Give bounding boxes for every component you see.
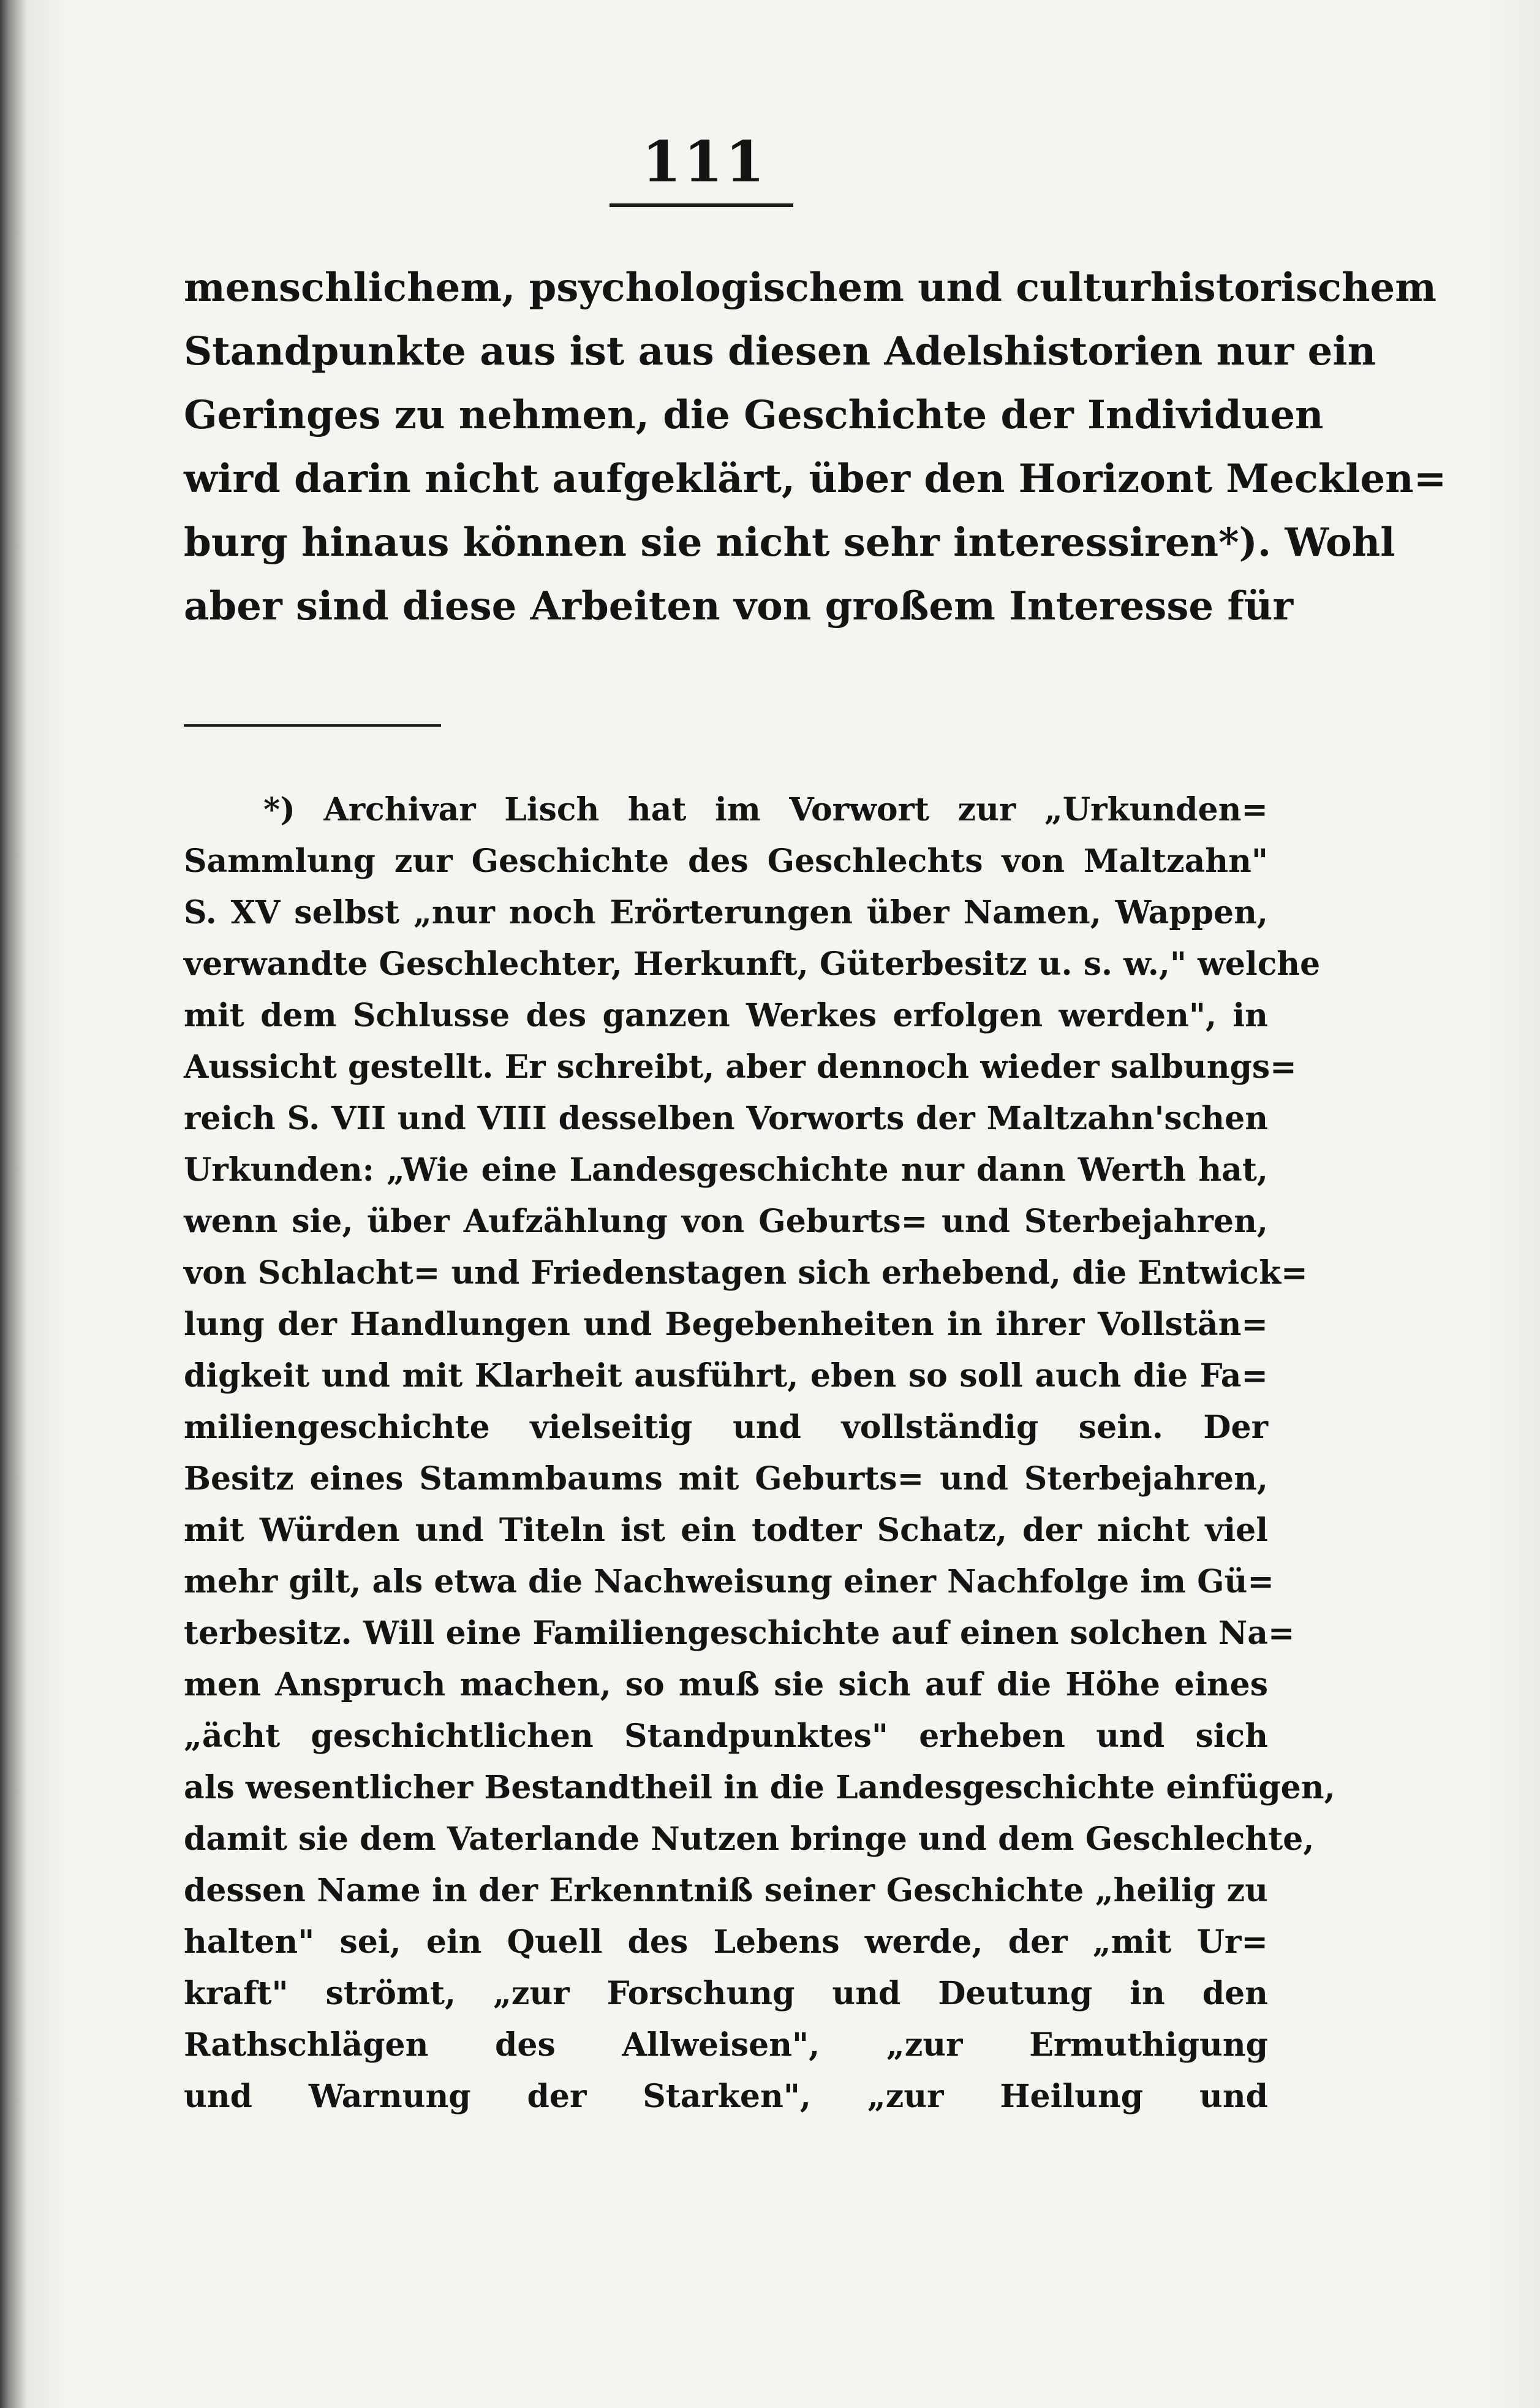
page-number: 111: [641, 129, 768, 195]
footnote-rule: [184, 724, 441, 727]
footnote-line: verwandte Geschlechter, Herkunft, Güterbesitz u. s. w.," welche: [184, 945, 1321, 983]
body-line: burg hinaus können sie nicht sehr interessiren*). Wohl: [184, 520, 1395, 566]
footnote-line: digkeit und mit Klarheit ausführt, eben so soll auch die Fa=: [184, 1357, 1268, 1395]
footnote-line: mit Würden und Titeln ist ein todter Schatz, der nicht viel: [184, 1512, 1268, 1549]
body-line: menschlichem, psychologischem und culturhistorischem: [184, 265, 1436, 311]
footnote-line: und Warnung der Starken", „zur Heilung und: [184, 2078, 1268, 2115]
footnote-line: S. XV selbst „nur noch Erörterungen über Namen, Wappen,: [184, 894, 1268, 931]
page-number-rule: [610, 203, 793, 207]
footnote-line: Rathschlägen des Allweisen", „zur Ermuthigung: [184, 2026, 1268, 2064]
footnote-line: reich S. VII und VIII desselben Vorworts der Maltzahn'schen: [184, 1100, 1268, 1137]
footnote-line: lung der Handlungen und Begebenheiten in ihrer Vollstän=: [184, 1306, 1268, 1343]
footnote-line: men Anspruch machen, so muß sie sich auf die Höhe eines: [184, 1666, 1268, 1703]
footnote-line: Sammlung zur Geschichte des Geschlechts von Maltzahn": [184, 842, 1268, 880]
footnote-line: miliengeschichte vielseitig und vollständig sein. Der: [184, 1409, 1268, 1446]
footnote-line: halten" sei, ein Quell des Lebens werde, der „mit Ur=: [184, 1923, 1268, 1961]
footnote-line: kraft" strömt, „zur Forschung und Deutung in den: [184, 1975, 1268, 2012]
footnote-line: als wesentlicher Bestandtheil in die Landesgeschichte einfügen,: [184, 1769, 1335, 1806]
footnote-line: Besitz eines Stammbaums mit Geburts= und Sterbejahren,: [184, 1460, 1268, 1497]
footnote-line: Urkunden: „Wie eine Landesgeschichte nur dann Werth hat,: [184, 1151, 1268, 1189]
body-line: Geringes zu nehmen, die Geschichte der Individuen: [184, 392, 1324, 438]
footnote-line: von Schlacht= und Friedenstagen sich erhebend, die Entwick=: [184, 1254, 1308, 1292]
footnote-line: damit sie dem Vaterlande Nutzen bringe und dem Geschlechte,: [184, 1820, 1315, 1858]
footnote-line: Aussicht gestellt. Er schreibt, aber dennoch wieder salbungs=: [184, 1048, 1297, 1086]
footnote-line: mehr gilt, als etwa die Nachweisung einer Nachfolge im Gü=: [184, 1563, 1274, 1600]
footnote-line: terbesitz. Will eine Familiengeschichte auf einen solchen Na=: [184, 1615, 1295, 1652]
body-line: aber sind diese Arbeiten von großem Interesse für: [184, 583, 1294, 629]
footnote-line: wenn sie, über Aufzählung von Geburts= und Sterbejahren,: [184, 1203, 1268, 1240]
body-line: Standpunkte aus ist aus diesen Adelshistorien nur ein: [184, 328, 1376, 374]
footnote-line: dessen Name in der Erkenntniß seiner Geschichte „heilig zu: [184, 1872, 1268, 1909]
footnote-line: „ächt geschichtlichen Standpunktes" erheben und sich: [184, 1717, 1268, 1755]
footnote-line: mit dem Schlusse des ganzen Werkes erfolgen werden", in: [184, 997, 1268, 1034]
body-line: wird darin nicht aufgeklärt, über den Horizont Mecklen=: [184, 456, 1447, 502]
footnote-line: *) Archivar Lisch hat im Vorwort zur „Urkunden=: [263, 791, 1268, 828]
